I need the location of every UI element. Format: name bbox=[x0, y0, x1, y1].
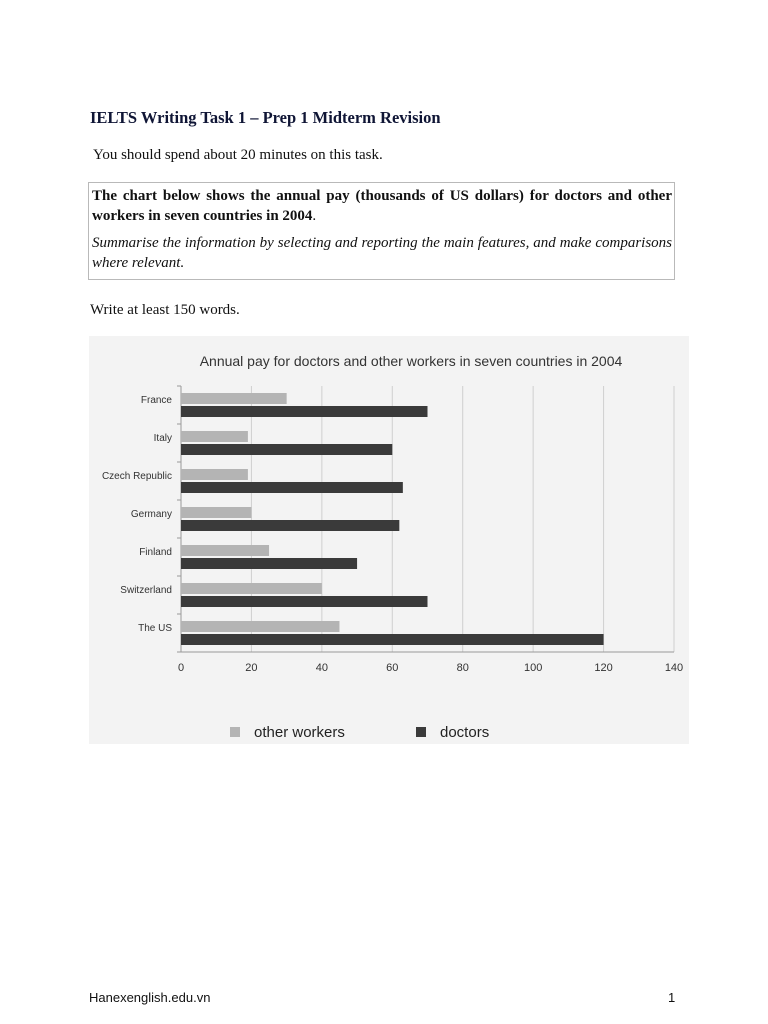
bar-doctors bbox=[181, 444, 392, 455]
chart-legend bbox=[230, 724, 489, 741]
bar-chart bbox=[89, 336, 689, 744]
bar-doctors bbox=[181, 406, 428, 417]
task-summary: Summarise the information by selecting and reporting the main features, and make comparisons where relevant. bbox=[92, 235, 672, 271]
legend-label-other-workers: other workers bbox=[254, 724, 345, 741]
word-count-instruction: Write at least 150 words. bbox=[90, 302, 240, 318]
task-prompt bbox=[92, 186, 672, 226]
time-instruction: You should spend about 20 minutes on this task. bbox=[93, 147, 383, 163]
x-tick-label: 80 bbox=[456, 662, 469, 674]
x-tick-label: 120 bbox=[594, 662, 613, 674]
x-tick-label: 100 bbox=[523, 662, 543, 674]
y-category-label: Italy bbox=[153, 433, 172, 444]
bar-other-workers bbox=[181, 469, 248, 480]
x-tick-label: 60 bbox=[386, 662, 399, 674]
task-prompt-end: . bbox=[312, 208, 317, 224]
bar-other-workers bbox=[181, 393, 287, 404]
x-tick-label: 20 bbox=[245, 662, 258, 674]
legend-label-doctors: doctors bbox=[440, 724, 490, 741]
footer-website: Hanexenglish.edu.vn bbox=[89, 990, 211, 1005]
y-category-label: The US bbox=[138, 623, 172, 634]
bar-doctors bbox=[181, 558, 357, 569]
x-tick-label: 40 bbox=[315, 662, 328, 674]
task-prompt-text: The chart below shows the annual pay (thousands of US dollars) for doctors and other workers in seven countries in 2004 bbox=[92, 188, 672, 224]
bar-other-workers bbox=[181, 507, 251, 518]
bar-other-workers bbox=[181, 431, 248, 442]
bar-doctors bbox=[181, 482, 403, 493]
legend-swatch-doctors bbox=[416, 727, 426, 737]
bar-doctors bbox=[181, 596, 428, 607]
y-category-label: Switzerland bbox=[120, 585, 172, 596]
chart-container bbox=[89, 336, 689, 744]
document-heading: IELTS Writing Task 1 – Prep 1 Midterm Revision bbox=[90, 108, 441, 127]
task-box bbox=[88, 182, 675, 280]
y-category-label: Czech Republic bbox=[101, 471, 172, 482]
bar-doctors bbox=[181, 634, 604, 645]
bar-other-workers bbox=[181, 621, 339, 632]
x-tick-label: 140 bbox=[664, 662, 684, 674]
y-category-label: France bbox=[140, 395, 172, 406]
bar-other-workers bbox=[181, 545, 269, 556]
bar-doctors bbox=[181, 520, 399, 531]
y-category-label: Germany bbox=[130, 509, 172, 520]
y-category-label: Finland bbox=[139, 547, 172, 558]
legend-swatch-other-workers bbox=[230, 727, 240, 737]
footer-page-number: 1 bbox=[668, 990, 676, 1005]
bar-other-workers bbox=[181, 583, 322, 594]
chart-title: Annual pay for doctors and other workers in seven countries in 2004 bbox=[199, 353, 623, 369]
x-tick-label: 0 bbox=[177, 662, 185, 674]
chart-gridlines bbox=[177, 386, 674, 652]
